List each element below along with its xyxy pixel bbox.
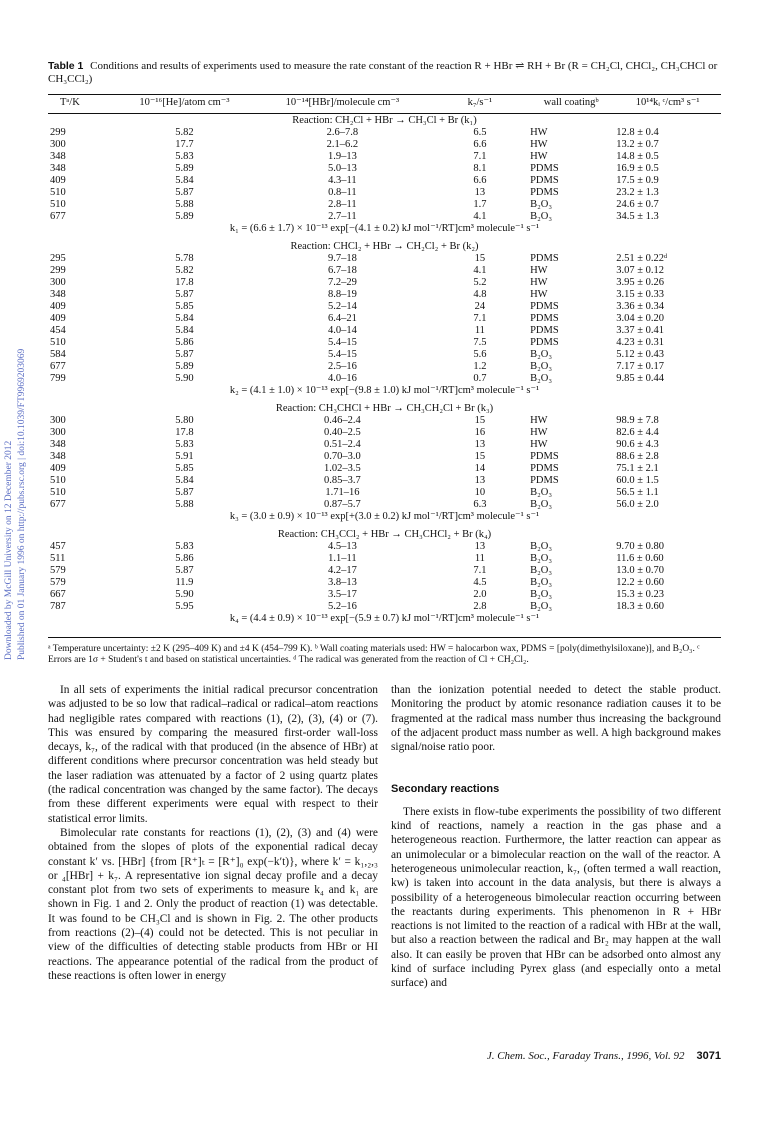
table-cell: 6.7–18 xyxy=(327,265,357,276)
table-cell: 0.70–3.0 xyxy=(324,451,361,462)
table-cell: 799 xyxy=(50,373,66,384)
table-cell: HW xyxy=(530,139,548,150)
section-heading: Secondary reactions xyxy=(391,783,500,796)
download-note: Published on 01 January 1996 on http://pubs.rsc.org | doi:10.1039/FT9969203069 xyxy=(17,348,27,660)
table-body xyxy=(48,114,721,631)
table-cell: 56.0 ± 2.0 xyxy=(616,499,659,510)
table-cell: 0.51–2.4 xyxy=(324,439,361,450)
table-cell: 7.2–29 xyxy=(327,277,357,288)
table-cell: 8.8–19 xyxy=(327,289,357,300)
table-cell: 3.36 ± 0.34 xyxy=(616,301,665,312)
reaction-label: Reaction: CHCl₂ + HBr → CH₂Cl₂ + Br (k₂) xyxy=(290,241,479,252)
table-row xyxy=(48,151,721,163)
table-cell: 24.6 ± 0.7 xyxy=(616,199,659,210)
table-cell: 5.87 xyxy=(175,289,194,300)
table-cell: 6.6 xyxy=(473,175,487,186)
page-footer xyxy=(487,1050,721,1062)
table-row xyxy=(48,439,721,451)
table-cell: 11 xyxy=(474,553,485,564)
table-cell: 677 xyxy=(50,499,66,510)
table-row xyxy=(48,277,721,289)
table-cell: 3.37 ± 0.41 xyxy=(616,325,665,336)
table-cell: 13 xyxy=(474,475,486,486)
table-cell: 348 xyxy=(50,151,66,162)
table-caption xyxy=(48,60,721,86)
table-cell: 2.0 xyxy=(473,589,487,600)
table-cell: 5.89 xyxy=(175,163,194,174)
table-cell: 5.85 xyxy=(175,463,194,474)
table-cell: 1.2 xyxy=(473,361,487,372)
table-cell: 5.4–15 xyxy=(327,349,357,360)
journal-citation: J. Chem. Soc., Faraday Trans., 1996, Vol. 92 xyxy=(486,1050,685,1062)
table-cell: 510 xyxy=(50,475,66,486)
rate-expression-row xyxy=(48,613,721,630)
table-cell: 5.4–15 xyxy=(327,337,357,348)
table-cell: 7.5 xyxy=(473,337,487,348)
table-cell: 0.8–11 xyxy=(328,187,357,198)
table-cell: 15.3 ± 0.23 xyxy=(616,589,665,600)
rate-expression-row xyxy=(48,223,721,240)
table-cell: 7.1 xyxy=(473,565,487,576)
table-cell: 3.5–17 xyxy=(327,589,357,600)
table-cell: HW xyxy=(530,415,548,426)
table-cell: 5.6 xyxy=(473,349,487,360)
table-cell: 5.78 xyxy=(175,253,194,264)
table-cell: 12.2 ± 0.60 xyxy=(616,577,665,588)
table-cell: 34.5 ± 1.3 xyxy=(616,211,659,222)
table-caption-text: Conditions and results of experiments used to measure the rate constant of the reaction R + HBr ⇌ RH + Br (R = CH₂Cl, CHCl₂, CH₃CHCl or CH₃CCl₂) xyxy=(48,60,718,85)
table-label: Table 1 xyxy=(48,60,84,72)
table-cell: 677 xyxy=(50,211,66,222)
table-row xyxy=(48,361,721,373)
table-row xyxy=(48,487,721,499)
table-cell: HW xyxy=(530,265,548,276)
table-cell: 2.8 xyxy=(473,601,487,612)
table-cell: 5.87 xyxy=(175,565,194,576)
table-cell: 8.1 xyxy=(473,163,487,174)
table-cell: 1.71–16 xyxy=(325,487,360,498)
table-cell: 510 xyxy=(50,187,66,198)
table-cell: 5.89 xyxy=(175,211,194,222)
table-cell: HW xyxy=(530,289,548,300)
table-cell: 5.83 xyxy=(175,439,194,450)
table-cell: 5.91 xyxy=(175,451,194,462)
table-cell: 5.80 xyxy=(175,415,194,426)
table-cell: 5.0–13 xyxy=(327,163,357,174)
table-cell: 4.23 ± 0.31 xyxy=(616,337,665,348)
table-cell: 511 xyxy=(50,553,66,564)
table-row xyxy=(48,499,721,511)
table-cell: PDMS xyxy=(530,337,559,348)
table-cell: 9.85 ± 0.44 xyxy=(616,373,665,384)
table-block xyxy=(48,60,721,666)
table-cell: 348 xyxy=(50,439,66,450)
table-cell: 88.6 ± 2.8 xyxy=(616,451,659,462)
download-watermark xyxy=(2,150,32,670)
table-cell: 4.1 xyxy=(473,211,487,222)
table-cell: 6.4–21 xyxy=(327,313,357,324)
table-row xyxy=(48,211,721,223)
reaction-label: Reaction: CH₃CCl₂ + HBr → CH₃CHCl₂ + Br (k₄) xyxy=(277,529,492,540)
table-cell: HW xyxy=(530,127,548,138)
table-row xyxy=(48,349,721,361)
table-cell: PDMS xyxy=(530,451,559,462)
table-cell: B₂O₃ xyxy=(530,361,553,372)
table-cell: 98.9 ± 7.8 xyxy=(616,415,659,426)
table-row xyxy=(48,415,721,427)
table-cell: 7.17 ± 0.17 xyxy=(616,361,665,372)
table-row xyxy=(48,451,721,463)
table-cell: 5.84 xyxy=(175,175,194,186)
table-cell: B₂O₃ xyxy=(530,499,553,510)
reaction-header-row xyxy=(48,528,721,541)
table-row xyxy=(48,187,721,199)
table-cell: 4.8 xyxy=(473,289,487,300)
table-cell: 5.95 xyxy=(175,601,194,612)
table-cell: B₂O₃ xyxy=(530,199,553,210)
table-cell: 348 xyxy=(50,289,66,300)
table-cell: 1.1–11 xyxy=(328,553,357,564)
table-cell: 4.5 xyxy=(473,577,487,588)
table-row xyxy=(48,541,721,553)
table-cell: 5.84 xyxy=(175,475,194,486)
table-cell: 6.3 xyxy=(473,499,487,510)
table-cell: B₂O₃ xyxy=(530,589,553,600)
table-cell: 299 xyxy=(50,265,66,276)
table-cell: 7.1 xyxy=(473,313,487,324)
table-cell: 0.40–2.5 xyxy=(324,427,361,438)
table-cell: 2.51 ± 0.22ᵈ xyxy=(616,253,668,264)
table-cell: 4.0–16 xyxy=(327,373,357,384)
table-cell: 409 xyxy=(50,463,66,474)
rate-expression: k₃ = (3.0 ± 0.9) × 10⁻¹³ exp[+(3.0 ± 0.2) kJ mol⁻¹/RT]cm³ molecule⁻¹ s⁻¹ xyxy=(229,511,540,522)
table-cell: 3.15 ± 0.33 xyxy=(616,289,665,300)
table-cell: 1.9–13 xyxy=(327,151,357,162)
table-cell: 11.9 xyxy=(175,577,194,588)
table-cell: 4.1 xyxy=(473,265,487,276)
table-cell: B₂O₃ xyxy=(530,349,553,360)
table-cell: 300 xyxy=(50,427,66,438)
table-cell: 3.8–13 xyxy=(327,577,357,588)
table-cell: 4.0–14 xyxy=(327,325,357,336)
table-cell: 4.3–11 xyxy=(328,175,357,186)
table-row xyxy=(48,553,721,565)
table-cell: 17.8 xyxy=(175,277,194,288)
table-cell: 13 xyxy=(474,541,486,552)
table-cell: 348 xyxy=(50,451,66,462)
table-cell: 14 xyxy=(474,463,486,474)
table-cell: 3.95 ± 0.26 xyxy=(616,277,665,288)
table-cell: HW xyxy=(530,439,548,450)
col-header-he: 10⁻¹⁶[He]/atom cm⁻³ xyxy=(139,97,230,108)
table-row xyxy=(48,325,721,337)
reaction-header-row xyxy=(48,114,721,128)
paragraph: Bimolecular rate constants for reactions (1), (2), (3) and (4) were obtained from the slopes of plots of the exponential radical decay constant k′ vs. [HBr] {from [R⁺]ₜ = [R⁺]₀ exp(−k′t)}, where k′ = k₁,₂,₃ or ₄[HBr] + k₇. A representative ion signal decay profile and a decay constant plot from two sets of experiments to measure k₄ and k₁ are shown in Fig. 1 and 2. Only the product of reaction (1) was detectable. It was found to be CH₃Cl and is shown in Fig. 2. The other products from reactions (2)–(4) could not be detected. This is not peculiar in view of the difficulties of detecting stable products from HBr or HI reactions. The appearance potential of the radical from the product of these reactions is often lower in energy xyxy=(48,826,378,982)
table-row xyxy=(48,427,721,439)
table-cell: 677 xyxy=(50,361,66,372)
table-cell: 13 xyxy=(474,439,486,450)
rate-expression: k₂ = (4.1 ± 1.0) × 10⁻¹³ exp[−(9.8 ± 1.0) kJ mol⁻¹/RT]cm³ molecule⁻¹ s⁻¹ xyxy=(229,385,540,396)
table-cell: 13.2 ± 0.7 xyxy=(616,139,659,150)
published-note: Downloaded by McGill University on 12 December 2012 xyxy=(4,440,14,660)
table-cell: B₂O₃ xyxy=(530,211,553,222)
table-cell: 579 xyxy=(50,577,66,588)
table-cell: 11.6 ± 0.60 xyxy=(616,553,664,564)
table-cell: 5.83 xyxy=(175,151,194,162)
table-cell: 300 xyxy=(50,277,66,288)
table-row xyxy=(48,175,721,187)
col-header-k7: k₇/s⁻¹ xyxy=(467,97,493,108)
table-cell: 9.7–18 xyxy=(327,253,357,264)
table-cell: 2.5–16 xyxy=(327,361,357,372)
table-cell: 667 xyxy=(50,589,66,600)
table-cell: 5.90 xyxy=(175,589,194,600)
table-cell: 5.2–16 xyxy=(327,601,357,612)
table-cell: 2.1–6.2 xyxy=(326,139,359,150)
table-cell: 3.04 ± 0.20 xyxy=(616,313,665,324)
table-cell: 10 xyxy=(474,487,486,498)
reaction-label: Reaction: CH₃CHCl + HBr → CH₃CH₂Cl + Br (k₃) xyxy=(275,403,494,414)
table-cell: 0.87–5.7 xyxy=(324,499,361,510)
table-row xyxy=(48,565,721,577)
table-cell: 16.9 ± 0.5 xyxy=(616,163,659,174)
table-cell: 90.6 ± 4.3 xyxy=(616,439,659,450)
table-row xyxy=(48,199,721,211)
table-row xyxy=(48,163,721,175)
table-cell: 5.87 xyxy=(175,349,194,360)
table-cell: 300 xyxy=(50,139,66,150)
table-cell: PDMS xyxy=(530,175,559,186)
col-header-wall: wall coatingᵇ xyxy=(543,97,599,108)
table-cell: 7.1 xyxy=(473,151,487,162)
table-cell: 14.8 ± 0.5 xyxy=(616,151,659,162)
paragraph: There exists in flow-tube experiments the possibility of two different kind of reactions, namely a reaction in the gas phase and a heterogeneous reaction. Furthermore, the latter reaction can appear as an unimolecular or a bimolecular reaction on the wall of the reactor. A heterogeneous unimolecular reaction, k₇, (often termed a wall reaction, kw) is taken into account in the data analysis, but there is always a possibility of a heterogeneous bimolecular reaction occurring between the reactants during experiments. This phenomenon in R + HBr reactions is not limited to the reaction of a radical with HBr at the wall, but also a reaction between the radical and Br₂ may happen at the wall also. It can easily be proven that HBr can be adsorbed onto almost any kind of surface including Pyrex glass (and especially onto a metal surface) and xyxy=(391,805,721,990)
table-row xyxy=(48,373,721,385)
table-cell: 584 xyxy=(50,349,66,360)
body-text xyxy=(48,683,721,991)
table-cell: 5.2–14 xyxy=(327,301,357,312)
col-header-ki: 10¹⁴kᵢ ᶜ/cm³ s⁻¹ xyxy=(635,97,700,108)
table-cell: 5.87 xyxy=(175,187,194,198)
table-cell: 5.84 xyxy=(175,313,194,324)
table-cell: 409 xyxy=(50,175,66,186)
table-cell: B₂O₃ xyxy=(530,541,553,552)
table-cell: 5.83 xyxy=(175,541,194,552)
table-cell: 9.70 ± 0.80 xyxy=(616,541,665,552)
table-cell: 409 xyxy=(50,301,66,312)
table-cell: 300 xyxy=(50,415,66,426)
table-cell: 457 xyxy=(50,541,66,552)
table-cell: 348 xyxy=(50,163,66,174)
table-cell: 15 xyxy=(474,415,486,426)
paragraph: than the ionization potential needed to detect the stable product. Monitoring the product by atomic resonance radiation causes it to be fragmented at the radical mass number thus increasing the background of the adjacent product mass number as well. A high background makes signal/noise ratio poor. xyxy=(391,684,721,754)
table-cell: PDMS xyxy=(530,253,559,264)
table-cell: 5.86 xyxy=(175,553,194,564)
table-cell: 5.82 xyxy=(175,265,194,276)
table-cell: 60.0 ± 1.5 xyxy=(616,475,659,486)
table-cell: 1.02–3.5 xyxy=(324,463,361,474)
page-number: 3071 xyxy=(696,1050,721,1062)
table-cell: 6.5 xyxy=(473,127,487,138)
table-cell: 17.5 ± 0.9 xyxy=(616,175,659,186)
table-cell: 295 xyxy=(50,253,66,264)
table-footnote: ᵃ Temperature uncertainty: ±2 K (295–409 K) and ±4 K (454–799 K). ᵇ Wall coating materials used: HW = halocarbon wax, PDMS = [poly(dimethylsiloxane)], and B₂O₃. ᶜ Errors are 1σ + Student's t and based on statistical uncertainties. ᵈ The radical was generated from the reaction of Cl + CH₂Cl₂. xyxy=(48,637,721,666)
table-cell: 17.7 xyxy=(175,139,194,150)
table-cell: PDMS xyxy=(530,463,559,474)
table-cell: 5.90 xyxy=(175,373,194,384)
table-cell: 0.46–2.4 xyxy=(324,415,361,426)
col-header-temperature: Tᵃ/K xyxy=(60,97,80,108)
table-header-row xyxy=(48,95,721,114)
table-cell: PDMS xyxy=(530,163,559,174)
table-cell: 23.2 ± 1.3 xyxy=(616,187,659,198)
table-cell: PDMS xyxy=(530,475,559,486)
table-cell: HW xyxy=(530,277,548,288)
table-cell: 56.5 ± 1.1 xyxy=(616,487,659,498)
table-cell: HW xyxy=(530,427,548,438)
table-cell: B₂O₃ xyxy=(530,487,553,498)
paragraph: In all sets of experiments the initial radical precursor concentration was adjusted to be so low that radical–radical or radical–atom reactions had negligible rates compared with reactions (1), (2), (3), (4) or (7). This was ensured by comparing the measured first-order wall-loss decays, k₇, of the radical with that produced (in the absence of HBr) at different conditions where precursor concentration was held steady but the laser radiation was attenuated by a factor of 2 using quartz plates (the radical concentration was changed by the same factor). The decays from these different experiments were equal with respect to their statistical error limits. xyxy=(48,684,378,825)
table-cell: B₂O₃ xyxy=(530,601,553,612)
col-header-hbr: 10⁻¹⁴[HBr]/molecule cm⁻³ xyxy=(285,97,400,108)
table-cell: 0.85–3.7 xyxy=(324,475,361,486)
table-cell: 2.7–11 xyxy=(328,211,357,222)
table-cell: 5.88 xyxy=(175,499,194,510)
table-row xyxy=(48,463,721,475)
table-cell: B₂O₃ xyxy=(530,565,553,576)
table-row xyxy=(48,301,721,313)
table-row xyxy=(48,475,721,487)
table-cell: 4.5–13 xyxy=(327,541,357,552)
right-column xyxy=(391,683,721,991)
table-cell: B₂O₃ xyxy=(530,373,553,384)
table-row xyxy=(48,589,721,601)
table-cell: PDMS xyxy=(530,187,559,198)
table-cell: 13 xyxy=(474,187,486,198)
table-row xyxy=(48,337,721,349)
table-cell: 4.2–17 xyxy=(327,565,357,576)
table-cell: HW xyxy=(530,151,548,162)
left-column xyxy=(48,683,378,991)
rate-expression-row xyxy=(48,511,721,528)
table-cell: 510 xyxy=(50,199,66,210)
table-cell: PDMS xyxy=(530,301,559,312)
table-cell: 510 xyxy=(50,337,66,348)
table-cell: 16 xyxy=(474,427,486,438)
table-cell: 13.0 ± 0.70 xyxy=(616,565,665,576)
table-cell: 75.1 ± 2.1 xyxy=(616,463,659,474)
table-cell: 5.85 xyxy=(175,301,194,312)
table-cell: 5.12 ± 0.43 xyxy=(616,349,665,360)
table-cell: 17.8 xyxy=(175,427,194,438)
table-cell: PDMS xyxy=(530,325,559,336)
table-cell: 5.82 xyxy=(175,127,194,138)
reaction-label: Reaction: CH₂Cl + HBr → CH₃Cl + Br (k₁) xyxy=(292,115,477,126)
table-row xyxy=(48,577,721,589)
table-cell: 12.8 ± 0.4 xyxy=(616,127,659,138)
rate-expression: k₄ = (4.4 ± 0.9) × 10⁻¹³ exp[−(5.9 ± 0.7) kJ mol⁻¹/RT]cm³ molecule⁻¹ s⁻¹ xyxy=(229,613,540,624)
rate-expression-row xyxy=(48,385,721,402)
table-cell: 5.88 xyxy=(175,199,194,210)
rate-expression: k₁ = (6.6 ± 1.7) × 10⁻¹³ exp[−(4.1 ± 0.2) kJ mol⁻¹/RT]cm³ molecule⁻¹ s⁻¹ xyxy=(229,223,540,234)
table-cell: 18.3 ± 0.60 xyxy=(616,601,665,612)
table-cell: 409 xyxy=(50,313,66,324)
table-cell: 5.2 xyxy=(473,277,487,288)
table-cell: 5.89 xyxy=(175,361,194,372)
table-cell: 2.6–7.8 xyxy=(326,127,359,138)
table-row xyxy=(48,127,721,139)
table-cell: 6.6 xyxy=(473,139,487,150)
table-row xyxy=(48,265,721,277)
reaction-header-row xyxy=(48,402,721,415)
table-row xyxy=(48,253,721,265)
table-cell: 5.86 xyxy=(175,337,194,348)
table-cell: 5.87 xyxy=(175,487,194,498)
table-row xyxy=(48,139,721,151)
table-cell: 3.07 ± 0.12 xyxy=(616,265,665,276)
table-cell: 0.7 xyxy=(473,373,487,384)
table-cell: B₂O₃ xyxy=(530,553,553,564)
table-row xyxy=(48,313,721,325)
table-cell: 787 xyxy=(50,601,66,612)
table-row xyxy=(48,289,721,301)
table-cell: 11 xyxy=(474,325,485,336)
table-cell: 299 xyxy=(50,127,66,138)
table-cell: B₂O₃ xyxy=(530,577,553,588)
table-cell: 15 xyxy=(474,253,486,264)
table-cell: 510 xyxy=(50,487,66,498)
table-cell: 454 xyxy=(50,325,66,336)
table-cell: 24 xyxy=(474,301,486,312)
table-cell: 1.7 xyxy=(473,199,487,210)
table-cell: 15 xyxy=(474,451,486,462)
table-cell: 5.84 xyxy=(175,325,194,336)
reaction-header-row xyxy=(48,240,721,253)
table-cell: 579 xyxy=(50,565,66,576)
table-cell: 2.8–11 xyxy=(328,199,357,210)
table-cell: PDMS xyxy=(530,313,559,324)
results-table xyxy=(48,94,721,630)
table-row xyxy=(48,601,721,613)
table-cell: 82.6 ± 4.4 xyxy=(616,427,659,438)
